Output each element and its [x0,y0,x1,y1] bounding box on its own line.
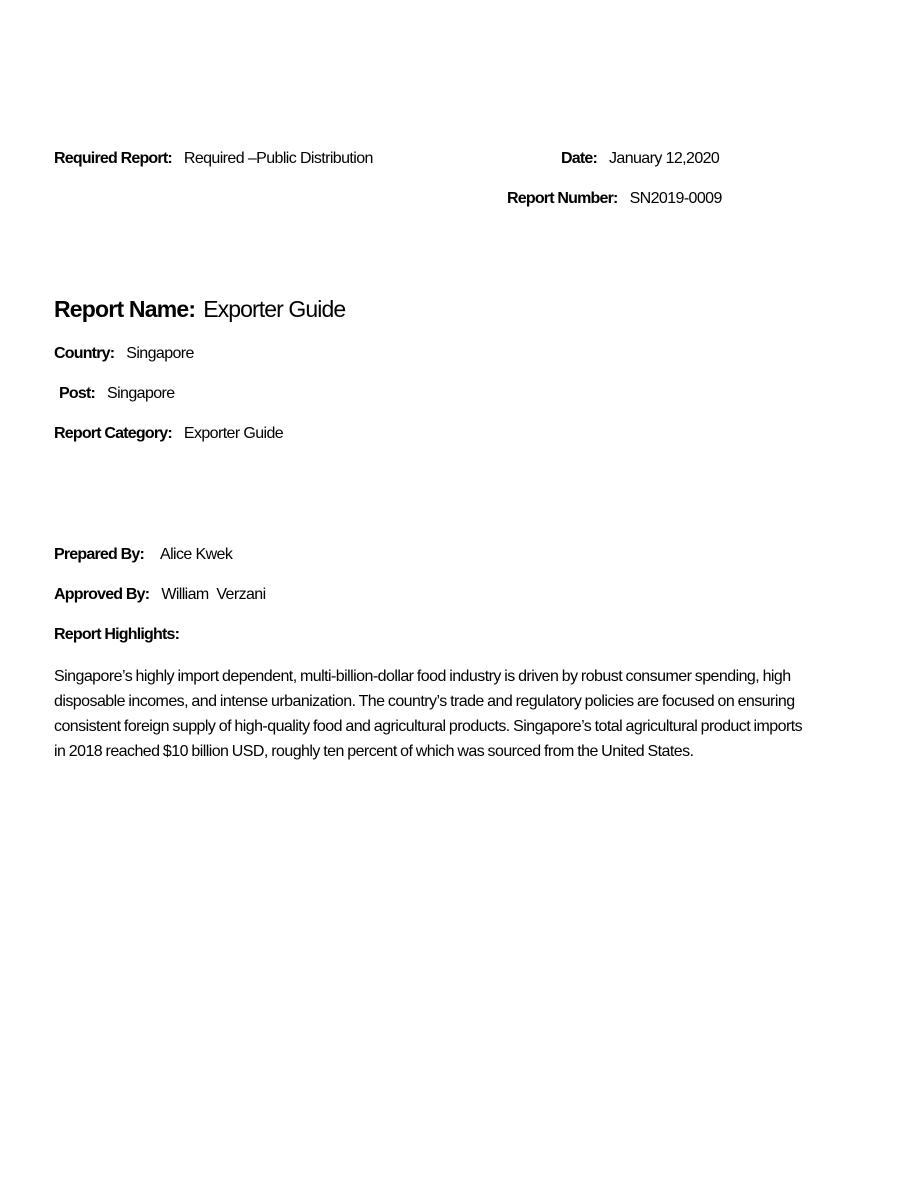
report-number-field [507,189,722,209]
required-report-label: Required Report: [54,150,172,167]
prepared-by-field [54,545,232,565]
country-label: Country: [54,345,115,362]
report-number-value: SN2019-0009 [629,190,722,207]
date-field [561,149,719,169]
report-category-label: Report Category: [54,425,172,442]
report-name-title [54,294,345,324]
report-highlights-heading [54,625,179,645]
country-value: Singapore [126,345,194,362]
approved-by-field [54,585,266,605]
approved-by-value: William Verzani [161,586,266,603]
date-label: Date: [561,150,598,167]
required-report-field [54,149,373,169]
report-category-field [54,424,283,444]
post-label: Post: [59,385,96,402]
post-field [59,384,175,404]
post-value: Singapore [107,385,175,402]
report-category-value: Exporter Guide [183,425,284,442]
report-name-label: Report Name: [54,296,196,322]
date-value: January 12,2020 [609,150,720,167]
approved-by-label: Approved By: [54,586,150,603]
report-highlights-body: Singapore’s highly import dependent, multi-billion-dollar food industry is driven by robust consumer spending, high disposable incomes, and intense urbanization. The country’s trade and regulatory policies are focused on ensuring consistent foreign supply of high-quality food and agricultural products. Singapore’s total agricultural product imports in 2018 reached $10 billion USD, roughly ten percent of which was sourced from the United States. [54,668,803,760]
prepared-by-label: Prepared By: [54,546,144,563]
required-report-value: Required –Public Distribution [183,150,373,167]
prepared-by-value: Alice Kwek [160,546,233,563]
report-highlights-label: Report Highlights: [54,626,180,643]
report-number-label: Report Number: [507,190,618,207]
country-field [54,344,194,364]
report-name-value: Exporter Guide [203,296,346,322]
